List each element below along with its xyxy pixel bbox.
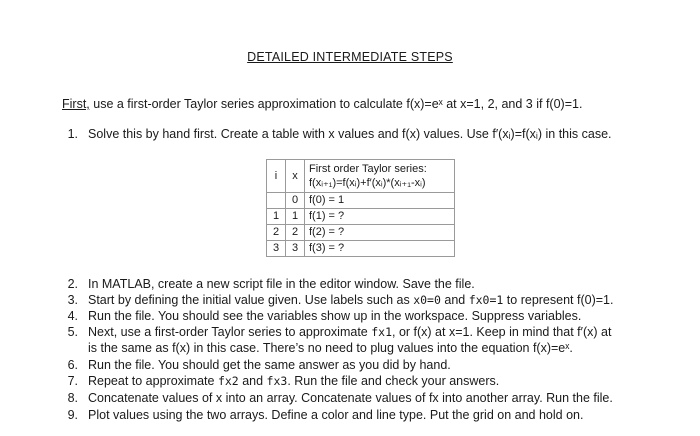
list-number: 4. bbox=[67, 309, 78, 323]
table-row bbox=[267, 193, 455, 209]
cell-i: 2 bbox=[267, 225, 286, 241]
intro-paragraph bbox=[62, 97, 582, 111]
header-taylor-title: First order Taylor series: bbox=[309, 163, 427, 175]
list-text-part: Start by defining the initial value given. Use labels such as bbox=[88, 293, 414, 307]
list-number: 5. bbox=[67, 325, 78, 339]
list-text-part: , or f(x) at x=1. Keep in mind that f′(x) at bbox=[392, 325, 612, 339]
table-row bbox=[267, 241, 455, 257]
list-number: 7. bbox=[67, 374, 78, 388]
list-number: 1. bbox=[67, 127, 78, 141]
header-i: i bbox=[267, 160, 286, 193]
taylor-table bbox=[266, 159, 455, 257]
list-text bbox=[88, 293, 613, 307]
list-text-part: to represent f(0)=1. bbox=[503, 293, 614, 307]
list-text: Plot values using the two arrays. Define a color and line type. Put the grid on and hold on. bbox=[88, 408, 584, 422]
header-x: x bbox=[286, 160, 305, 193]
cell-f: f(0) = 1 bbox=[305, 193, 455, 209]
table-header-row bbox=[267, 160, 455, 193]
cell-f: f(3) = ? bbox=[305, 241, 455, 257]
cell-x: 1 bbox=[286, 209, 305, 225]
code-snippet: fx2 bbox=[217, 374, 239, 388]
cell-f: f(1) = ? bbox=[305, 209, 455, 225]
intro-first-word: First, bbox=[62, 97, 90, 111]
header-taylor-formula: f(xᵢ₊₁)=f(xᵢ)+f′(xᵢ)*(xᵢ₊₁-xᵢ) bbox=[309, 177, 426, 189]
code-snippet: x0=0 bbox=[413, 293, 441, 307]
list-text bbox=[88, 325, 611, 339]
cell-f: f(2) = ? bbox=[305, 225, 455, 241]
intro-text: use a first-order Taylor series approximation to calculate f(x)=eˣ at x=1, 2, and 3 if f(0)=1. bbox=[89, 97, 583, 111]
list-number: 3. bbox=[67, 293, 78, 307]
cell-i: 1 bbox=[267, 209, 286, 225]
list-text bbox=[88, 374, 499, 388]
list-number: 2. bbox=[67, 277, 78, 291]
code-snippet: fx3 bbox=[266, 374, 288, 388]
list-text-part: and bbox=[440, 293, 469, 307]
code-snippet: fx0=1 bbox=[468, 293, 504, 307]
list-text: Run the file. You should see the variables show up in the workspace. Suppress variables. bbox=[88, 309, 582, 323]
page-heading: DETAILED INTERMEDIATE STEPS bbox=[247, 50, 453, 64]
table-row bbox=[267, 209, 455, 225]
code-snippet: fx1 bbox=[371, 325, 392, 339]
list-text: In MATLAB, create a new script file in the editor window. Save the file. bbox=[88, 277, 475, 291]
list-text-part: and bbox=[238, 374, 267, 388]
cell-x: 3 bbox=[286, 241, 305, 257]
list-text-part: Next, use a first-order Taylor series to approximate bbox=[88, 325, 372, 339]
cell-x: 0 bbox=[286, 193, 305, 209]
list-number: 6. bbox=[67, 358, 78, 372]
cell-x: 2 bbox=[286, 225, 305, 241]
cell-i bbox=[267, 193, 286, 209]
list-text-part: . Run the file and check your answers. bbox=[287, 374, 500, 388]
list-text: Concatenate values of x into an array. Concatenate values of fx into another array. Run the file. bbox=[88, 391, 613, 405]
list-text: Run the file. You should get the same answer as you did by hand. bbox=[88, 358, 451, 372]
list-text: Solve this by hand first. Create a table with x values and f(x) values. Use f′(xᵢ)=f(xᵢ) in this case. bbox=[88, 127, 612, 141]
list-text: is the same as f(x) in this case. There’s no need to plug values into the equation f(x)=eˣ. bbox=[88, 341, 573, 355]
list-number: 8. bbox=[67, 391, 78, 405]
list-text-part: Repeat to approximate bbox=[88, 374, 218, 388]
list-number: 9. bbox=[67, 408, 78, 422]
table-row bbox=[267, 225, 455, 241]
cell-i: 3 bbox=[267, 241, 286, 257]
header-taylor bbox=[305, 160, 455, 193]
